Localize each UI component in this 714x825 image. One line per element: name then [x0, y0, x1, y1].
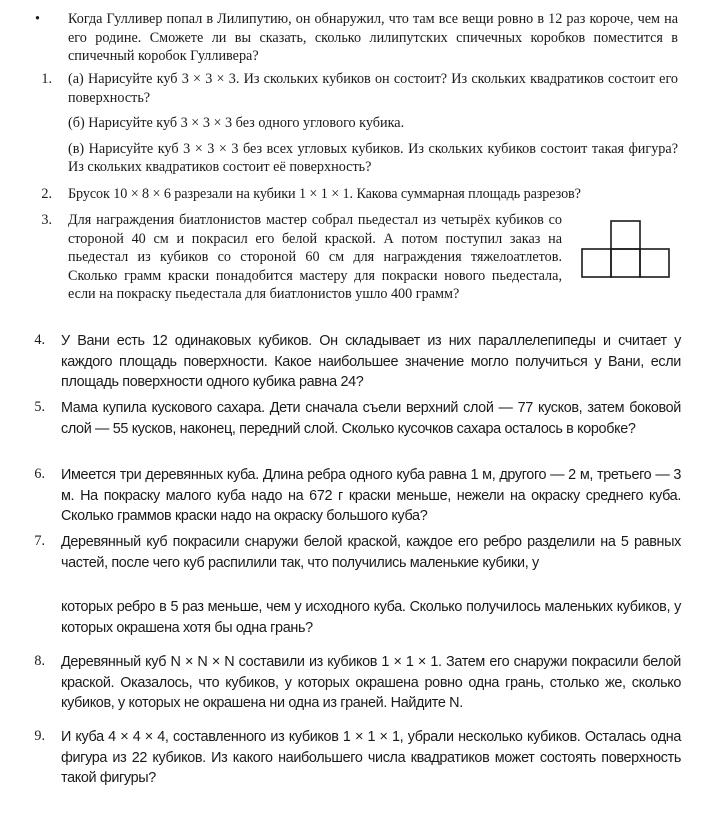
problem-text: И куба 4 × 4 × 4, составленного из кубиков 1 × 1 × 1, убрали несколько кубиков. Осталась одна фигура из 22 кубиков. Из какого наибольшего числа квадратиков может состоять поверхность такой фигуры?	[61, 729, 681, 786]
problem-7-continuation: которых ребро в 5 раз меньше, чем у исходного куба. Сколько получилось маленьких кубиков, у которых окрашена хотя бы одна грань?	[61, 599, 681, 636]
problem-number: 1.	[41, 71, 52, 87]
pedestal-figure	[581, 220, 697, 278]
pedestal-right-cube	[640, 249, 669, 277]
problem-number: 6.	[34, 466, 45, 482]
pedestal-middle-cube	[611, 249, 640, 277]
problem-number: •	[35, 11, 40, 27]
pedestal-left-cube	[582, 249, 611, 277]
problem-number: 5.	[34, 399, 45, 415]
problem-part-c: (в) Нарисуйте куб 3 × 3 × 3 без всех угловых кубиков. Из скольких кубиков состоит такая фигура? Из скольких квадратиков состоит её поверхность?	[68, 140, 678, 176]
problem-text: Имеется три деревянных куба. Длина ребра одного куба равна 1 м, другого — 2 м, третьего — 3 м. На покраску малого куба надо на 672 г краски меньше, нежели на окраску среднего куба. Сколько граммов краски надо на окраску большого куба?	[61, 467, 681, 524]
problem-text: У Вани есть 12 одинаковых кубиков. Он складывает из них параллелепипеды и считает у каждого площадь поверхности. Какое наибольшее значение могло получиться у Вани, если площадь поверхности одного кубика равна 24?	[61, 333, 681, 390]
problem-text: Деревянный куб покрасили снаружи белой краской, каждое его ребро разделили на 5 равных частей, после чего куб распилили так, что получились маленькие кубики, у	[61, 534, 681, 571]
problem-number: 7.	[34, 533, 45, 549]
problem-text: Когда Гулливер попал в Лилипутию, он обнаружил, что там все вещи ровно в 12 раз короче, чем на его родине. Сможете ли вы сказать, сколько лилипутских спичечных коробков поместится в спичечный коробок Гулливера?	[68, 11, 678, 65]
problem-text: Брусок 10 × 8 × 6 разрезали на кубики 1 × 1 × 1. Какова суммарная площадь разрезов?	[68, 186, 581, 202]
problem-text: Для награждения биатлонистов мастер собрал пьедестал из четырёх кубиков со стороной 40 см и покрасил его белой краской. А потом поступил заказ на пьедестал из кубиков со стороной 60 см для награждения тяжелоатлетов. Сколько грамм краски понадобится мастеру для покраски нового пьедестала, если на покраску пьедестала для биатлонистов ушло 400 грамм?	[68, 212, 562, 303]
problem-number: 3.	[41, 212, 52, 228]
problem-part-a: (а) Нарисуйте куб 3 × 3 × 3. Из скольких кубиков он состоит? Из скольких квадратиков состоит его поверхность?	[68, 71, 678, 106]
problem-number: 9.	[34, 728, 45, 744]
pedestal-top-cube	[611, 221, 640, 249]
problem-number: 4.	[34, 332, 45, 348]
problem-text: Мама купила кускового сахара. Дети сначала съели верхний слой — 77 кусков, затем боковой слой — 55 кусков, наконец, передний слой. Сколько кусочков сахара осталось в коробке?	[61, 400, 681, 437]
problem-text: Деревянный куб N × N × N составили из кубиков 1 × 1 × 1. Затем его снаружи покрасили белой краской. Оказалось, что кубиков, у которых окрашена ровно одна грань, столько же, сколько кубиков, у которых не окрашена ни одна из граней. Найдите N.	[61, 654, 681, 711]
problem-number: 8.	[34, 653, 45, 669]
problem-part-b: (б) Нарисуйте куб 3 × 3 × 3 без одного углового кубика.	[68, 115, 405, 132]
problem-number: 2.	[41, 186, 52, 202]
